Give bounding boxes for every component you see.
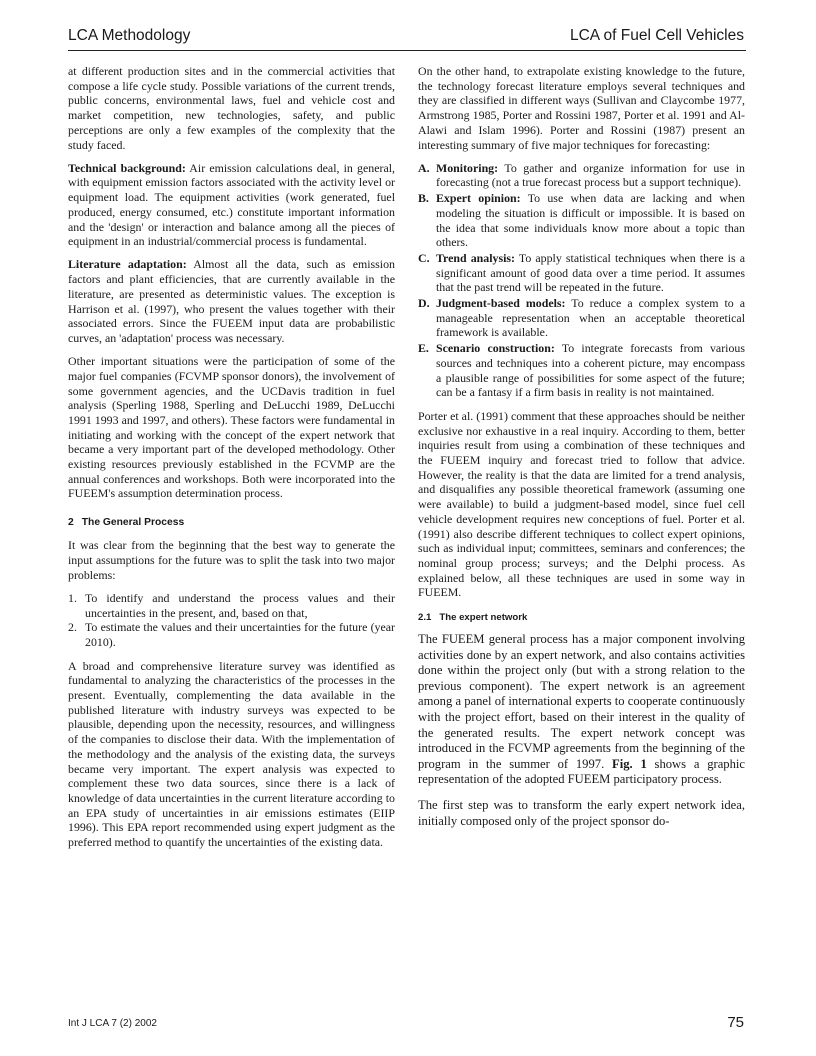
- list-marker: 1.: [68, 590, 77, 605]
- page-number: 75: [727, 1014, 744, 1031]
- list-item-text: To integrate forecasts from various sources and techniques into a coherent picture, may encompass a plausible range of possibilities for some aspect of the future; can be a fantasy if a firm basis in reality is not maintained.: [436, 341, 745, 400]
- paragraph-text: The FUEEM general process has a major component involving activities done by an expert network, and also contains activities done within the project only (but with a strong relation to the previous component). The expert network is an agreement among a panel of international experts to cooperate continuously with the project effort, based on their interest in the quality of the generated results. The expert network concept was introduced in the FCVMP agreements from the beginning of the program in the summer of 1997.: [418, 632, 745, 771]
- list-item-text: To gather and organize information for use in forecasting (not a true forecast process but a support technique).: [436, 160, 745, 190]
- technique-list: [418, 161, 745, 400]
- paragraph: A broad and comprehensive literature survey was identified as fundamental to analyzing the characteristics of the processes in the present. Eventually, complementing the data available in the published literature with industry surveys was expected to be plausible, depending upon the necessity, resources, and willingness of the companies to disclose their data. With the implementation of the methodology and the analysis of the existing data, the surveys became very important. The expert analysis was expected to complement these two data sources, since there is a lack of knowledge of data uncertainties in the current literature according to an EPA study of uncertainties in air emissions estimates (EIIP 1996). This EPA report recommended using expert judgment as the preferred method to quantify the uncertainties of the existing data.: [68, 658, 395, 850]
- list-marker: C.: [418, 250, 430, 265]
- list-item-text: To reduce a complex system to a manageable representation when an acceptable theoretical framework is available.: [436, 296, 746, 340]
- paragraph-technical-background: [68, 161, 395, 249]
- list-item-text: To apply statistical techniques when there is a significant amount of good data over a time period. It assumes that the past trend will be repeated in the future.: [436, 250, 745, 295]
- section-heading: [68, 517, 395, 528]
- list-item-text: To use when data are lacking and when modeling the situation is difficult or impossible. It is based on the idea that some individuals know more about a topic than others.: [436, 191, 745, 250]
- paragraph-lead: Technical background:: [68, 160, 186, 175]
- header-right-title: LCA of Fuel Cell Vehicles: [569, 27, 744, 44]
- numbered-list: [68, 591, 395, 650]
- section-number: 2: [68, 517, 74, 529]
- list-item-text: To identify and understand the process values and their uncertainties in the present, and, based on that,: [85, 590, 395, 620]
- page-footer: [68, 1014, 746, 1034]
- paragraph: The first step was to transform the early expert network idea, initially composed only of the project sponsor do-: [418, 798, 745, 828]
- section-title: The expert network: [439, 612, 528, 624]
- journal-citation: Int J LCA 7 (2) 2002: [68, 1018, 157, 1029]
- paragraph: Porter et al. (1991) comment that these approaches should be neither exclusive nor exhaustive in a real inquiry. According to them, better inquiries result from using a combination of these techniques and the FUEEM inquiry and forecast tried to follow that advice. However, the reality is that the data are limited for a trend analysis, and disqualifies any possible theoretical framework (assuming one were available) to build a judgment-based model, since fuel cell vehicle development requires new conceptions of fuel. Porter et al. (1991) also describe different techniques to collect expert opinions, such as individual input; committees, seminars and conferences; the nominal group process; surveys; and the Delphi process. As explained below, all these techniques are used in some way in FUEEM.: [418, 408, 745, 600]
- section-title: The General Process: [81, 517, 185, 529]
- list-marker: D.: [418, 296, 430, 311]
- list-item-text: To estimate the values and their uncertainties for the future (year 2010).: [85, 620, 395, 649]
- paragraph: It was clear from the beginning that the best way to generate the input assumptions for the future was to split the task into two major problems:: [68, 538, 395, 582]
- list-item-lead: Judgment-based models:: [436, 296, 566, 311]
- paragraph: at different production sites and in the commercial activities that compose a life cycle study. Possible variations of the current trends, public concerns, environmental laws, fuel and vehicle cost and market competition, new technologies, safety, and public perceptions are only a few examples of the complexity that the study faced.: [68, 64, 395, 152]
- list-item: [418, 296, 745, 340]
- list-marker: A.: [418, 160, 430, 175]
- paragraph: On the other hand, to extrapolate existing knowledge to the future, the technology forecast literature employs several techniques and they are classified in different ways (Sullivan and Claycombe 1977, Armstrong 1985, Porter and Rossini 1987, Porter et al. 1991 and Al-Alawi and Islam 1996). Porter and Rossini (1987) present an interesting summary of five major techniques for forecasting:: [418, 64, 745, 152]
- figure-reference: Fig. 1: [612, 756, 647, 771]
- list-item-lead: Trend analysis:: [436, 250, 515, 265]
- paragraph-expert-network: [418, 632, 745, 788]
- list-item-lead: Monitoring:: [436, 160, 499, 175]
- paragraph-text: Almost all the data, such as emission factors and plant efficiencies, that are currently available in the literature, are presented as deterministic values. The exception is Harrison et al. (1997), who present the values together with their associated errors. Since the FUEEM input data are probabilistic curves, an 'adaptation' process was necessary.: [68, 257, 395, 345]
- list-marker: 2.: [68, 620, 77, 635]
- running-header: [68, 24, 746, 51]
- header-left-title: LCA Methodology: [68, 27, 191, 44]
- list-item: [418, 161, 745, 190]
- list-item-lead: Scenario construction:: [436, 341, 555, 356]
- list-marker: B.: [418, 191, 429, 206]
- list-item: [418, 191, 745, 250]
- section-number: 2.1: [418, 612, 432, 624]
- paragraph-lead: Literature adaptation:: [68, 257, 187, 272]
- list-item: [68, 591, 395, 620]
- list-item: [418, 341, 745, 400]
- paragraph-text: Air emission calculations deal, in general, with equipment emission factors associated with the activity level or equipment load. The equipment activities (work generated, fuel produced, energy consumed, etc.) constitute important information and the 'design' or interaction and balance among all the pieces of equipment in an industrial/commercial process is fundamental.: [68, 160, 395, 249]
- paragraph-text: shows a graphic representation of the adopted FUEEM participatory process.: [418, 756, 745, 787]
- right-column: [418, 64, 745, 839]
- list-item: [418, 251, 745, 295]
- list-item: [68, 620, 395, 649]
- list-marker: E.: [418, 341, 429, 356]
- left-column: [68, 64, 395, 858]
- subsection-heading: [418, 612, 745, 623]
- list-item-lead: Expert opinion:: [436, 191, 521, 206]
- paragraph-literature-adaptation: [68, 257, 395, 345]
- paragraph: Other important situations were the participation of some of the major fuel companies (FCVMP sponsor donors), the involvement of some government agencies, and the UCDavis tradition in fuel analysis (Sperling 1988, Sperling and DeLucchi 1989, DeLucchi 1991 1993 and 1997, and others). These factors were fundamental in initiating and working with the concept of the expert network that became a very important part of the developed methodology. Other existing resources previously established in the FCVMP are the annual conferences and workshops. Both were incorporated into the FUEEM's assumption determination process.: [68, 354, 395, 501]
